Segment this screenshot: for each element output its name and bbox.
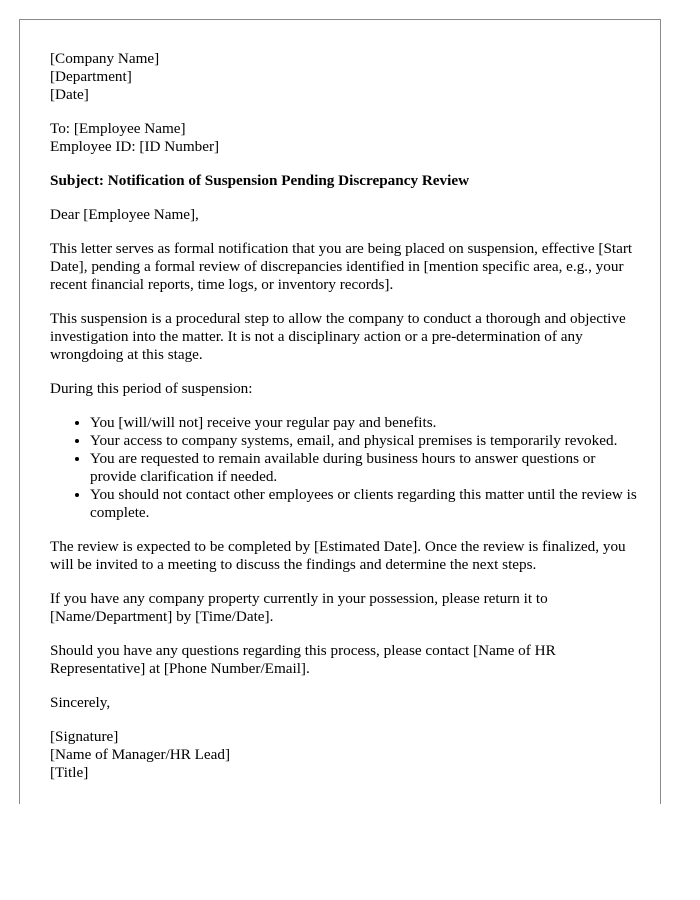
list-item: • You are requested to remain available during business hours to answer questions or provide clarification if needed.: [90, 450, 640, 486]
letter-content: [50, 50, 640, 782]
intro-paragraph: This letter serves as formal notification that you are being placed on suspension, effective [Start Date], pending a formal review of discrepancies identified in [mention specific area, e.g., your recent financial reports, time logs, or inventory records].: [50, 240, 633, 293]
during-suspension-heading: During this period of suspension:: [50, 380, 253, 397]
letter-date: [Date]: [50, 86, 89, 103]
subject-line: Subject: Notification of Suspension Pending Discrepancy Review: [50, 172, 470, 189]
employee-id: Employee ID: [ID Number]: [50, 138, 220, 155]
questions-paragraph: Should you have any questions regarding this process, please contact [Name of HR Representative] at [Phone Number/Email].: [50, 642, 556, 677]
salutation: Dear [Employee Name],: [50, 206, 199, 223]
department: [Department]: [50, 68, 132, 85]
list-item: • You should not contact other employees or clients regarding this matter until the review is complete.: [90, 486, 640, 522]
timeline-paragraph: The review is expected to be completed by [Estimated Date]. Once the review is finalized, you will be invited to a meeting to discuss the findings and determine the next steps.: [50, 538, 626, 573]
purpose-paragraph: This suspension is a procedural step to allow the company to conduct a thorough and objective investigation into the matter. It is not a disciplinary action or a pre-determination of any wrongdoing at this stage.: [50, 310, 626, 363]
letter-header: [50, 50, 640, 104]
letter-page: [19, 19, 661, 804]
signature-block: [50, 728, 640, 782]
signature-placeholder: [Signature]: [50, 728, 119, 745]
recipient-name: To: [Employee Name]: [50, 120, 186, 137]
closing: Sincerely,: [50, 694, 111, 711]
list-item: • Your access to company systems, email, and physical premises is temporarily revoked.: [90, 432, 640, 450]
suspension-terms-list: [50, 414, 640, 522]
signer-name: [Name of Manager/HR Lead]: [50, 746, 231, 763]
signer-title: [Title]: [50, 764, 89, 781]
list-item: • You [will/will not] receive your regular pay and benefits.: [90, 414, 640, 432]
property-paragraph: If you have any company property currently in your possession, please return it to [Name/Department] by [Time/Date].: [50, 590, 548, 625]
company-name: [Company Name]: [50, 50, 160, 67]
recipient-block: [50, 120, 640, 156]
